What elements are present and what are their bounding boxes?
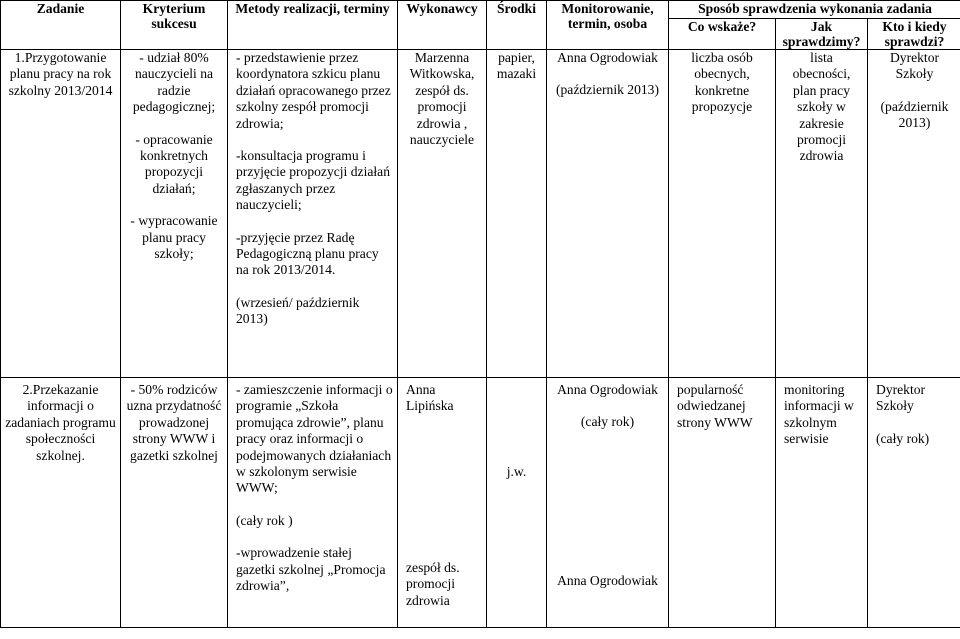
cell-zadanie — [1, 378, 121, 628]
header-kto: Kto i kiedy sprawdzi? — [868, 19, 960, 50]
metody-termin: (cały rok ) — [236, 512, 293, 528]
cell-kto — [868, 50, 960, 378]
cell-co-wskaze — [669, 50, 776, 378]
metody-item: -wprowadzenie stałej gazetki szkolnej „Promocja zdrowia”, — [236, 545, 386, 594]
table-row — [1, 378, 960, 628]
cell-jak — [776, 50, 868, 378]
kto-termin: (cały rok) — [876, 430, 930, 446]
cell-co-wskaze — [669, 378, 776, 628]
kto-termin: (październik 2013) — [880, 98, 949, 131]
monitorowanie-termin: (cały rok) — [580, 414, 635, 430]
monitorowanie-termin: (październik 2013) — [555, 82, 660, 98]
co-wskaze-text: liczba osób obecnych, konkretne propozycje — [691, 50, 753, 115]
cell-kryterium — [121, 50, 228, 378]
srodki-text: papier, mazaki — [496, 50, 537, 82]
kryterium-item: - opracowanie konkretnych propozycji działań; — [135, 131, 213, 196]
kryterium-item: - wypracowanie planu pracy szkoły; — [130, 213, 218, 262]
header-monitorowanie: Monitorowanie, termin, osoba — [547, 1, 669, 50]
metody-item: - zamieszczenie informacji o programie „Szkoła promująca zdrowie”, planu pracy oraz informacji o podejmowanych działaniach w szkolonym serwisie WWW; — [236, 382, 393, 496]
cell-srodki — [487, 50, 547, 378]
metody-termin: (wrzesień/ październik 2013) — [236, 294, 360, 327]
monitorowanie-osoba: Anna Ogrodowiak — [557, 382, 658, 397]
header-zadanie: Zadanie — [1, 1, 121, 50]
co-wskaze-text: popularność odwiedzanej strony WWW — [677, 382, 753, 430]
table-row — [1, 50, 960, 378]
cell-metody — [228, 50, 398, 378]
jak-text: lista obecności, plan pracy szkoły w zakresie promocji zdrowia — [792, 50, 851, 164]
kryterium-text: - 50% rodziców uzna przydatność prowadzonej strony WWW i gazetki szkolnej — [126, 382, 222, 463]
cell-zadanie — [1, 50, 121, 378]
header-co-wskaze: Co wskaże? — [669, 19, 776, 50]
wykonawcy-text: Marzenna Witkowska, zespół ds. promocji zdrowia , nauczyciele — [409, 50, 475, 148]
metody-item: -przyjęcie przez Radę Pedagogiczną planu pracy na rok 2013/2014. — [236, 229, 379, 278]
header-kryterium: Kryterium sukcesu — [121, 1, 228, 50]
cell-metody — [228, 378, 398, 628]
zadanie-text: 2.Przekazanie informacji o zadaniach programu społeczności szkolnej. — [5, 382, 116, 463]
kto-osoba: Dyrektor Szkoły — [876, 382, 926, 414]
kryterium-item: - udział 80% nauczycieli na radzie pedagogicznej; — [132, 50, 216, 115]
cell-kto — [868, 378, 960, 628]
jak-text: monitoring informacji w szkolnym serwisie — [784, 382, 854, 447]
cell-wykonawcy — [398, 50, 487, 378]
cell-kryterium — [121, 378, 228, 628]
cell-srodki — [487, 378, 547, 628]
cell-monitorowanie — [547, 378, 669, 628]
cell-monitorowanie — [547, 50, 669, 378]
header-metody: Metody realizacji, terminy — [228, 1, 398, 50]
kto-osoba: Dyrektor Szkoły — [889, 50, 940, 82]
metody-item: -konsultacja programu i przyjęcie propozycji działań zgłaszanych przez nauczycieli; — [236, 148, 390, 213]
monitorowanie-osoba: Anna Ogrodowiak — [557, 50, 658, 65]
wykonawcy-osoba: Anna Lipińska — [406, 382, 454, 414]
cell-wykonawcy — [398, 378, 487, 628]
header-wykonawcy: Wykonawcy — [398, 1, 487, 50]
header-srodki: Środki — [487, 1, 547, 50]
cell-jak — [776, 378, 868, 628]
header-sposob: Sposób sprawdzenia wykonania zadania — [669, 1, 960, 19]
srodki-text: j.w. — [506, 464, 527, 479]
monitorowanie-osoba: Anna Ogrodowiak — [557, 572, 658, 588]
zadanie-text: 1.Przygotowanie planu pracy na rok szkolny 2013/2014 — [8, 50, 113, 98]
metody-item: - przedstawienie przez koordynatora szkicu planu działań opracowanego przez szkolny zespół promocji zdrowia; — [236, 50, 391, 131]
wykonawcy-zespol: zespół ds. promocji zdrowia — [406, 559, 460, 608]
header-jak: Jak sprawdzimy? — [776, 19, 868, 50]
